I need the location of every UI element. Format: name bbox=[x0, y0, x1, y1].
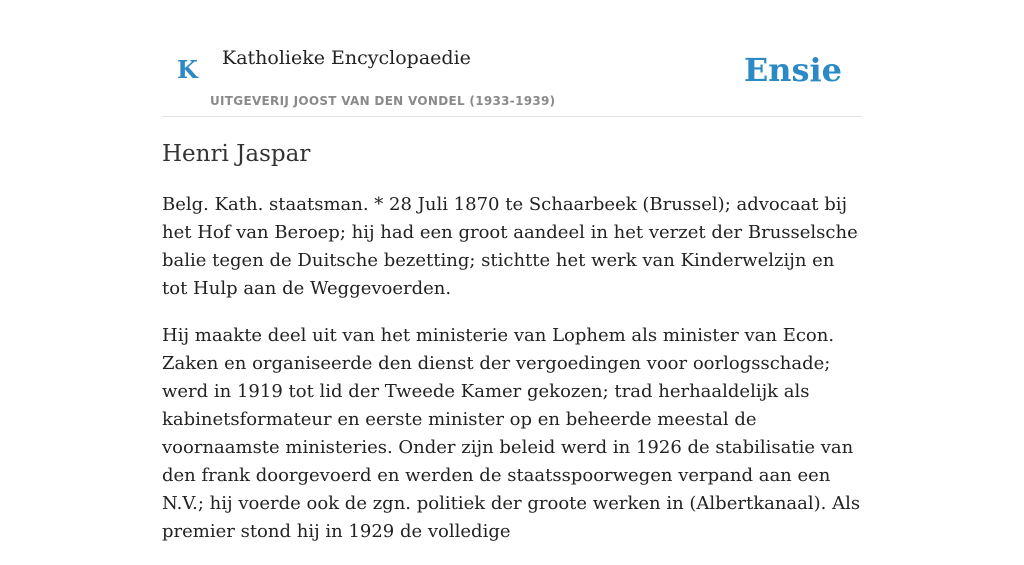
site-title[interactable]: Katholieke Encyclopaedie bbox=[222, 47, 471, 69]
article-body bbox=[162, 191, 862, 565]
article-paragraph: Belg. Kath. staatsman. * 28 Juli 1870 te Schaarbeek (Brussel); advocaat bij het Hof van Beroep; hij had een groot aandeel in het verzet der Brusselsche balie tegen de Duitsche bezetting; stichtte het werk van Kinderwelzijn en tot Hulp aan de Weggevoerden. bbox=[162, 194, 858, 299]
ensie-logo-link[interactable]: Ensie bbox=[743, 51, 842, 89]
site-header bbox=[162, 0, 862, 117]
site-subtitle: UITGEVERIJ JOOST VAN DEN VONDEL (1933-1939) bbox=[210, 94, 556, 108]
article-title: Henri Jaspar bbox=[162, 141, 311, 167]
page-container bbox=[162, 0, 862, 542]
k-logo-icon[interactable]: K bbox=[177, 55, 198, 84]
article-paragraph: Hij maakte deel uit van het ministerie van Lophem als minister van Econ. Zaken en organiseerde den dienst der vergoedingen voor oorlogsschade; werd in 1919 tot lid der Tweede Kamer gekozen; trad herhaaldelijk als kabinetsformateur en eerste minister op en beheerde meestal de voornaamste ministeries. Onder zijn beleid werd in 1926 de stabilisatie van den frank doorgevoerd en werden de staatsspoorwegen verpand aan een N.V.; hij voerde ook de zgn. politiek der groote werken in (Albertkanaal). Als premier stond hij in 1929 de volledige bbox=[162, 325, 861, 542]
